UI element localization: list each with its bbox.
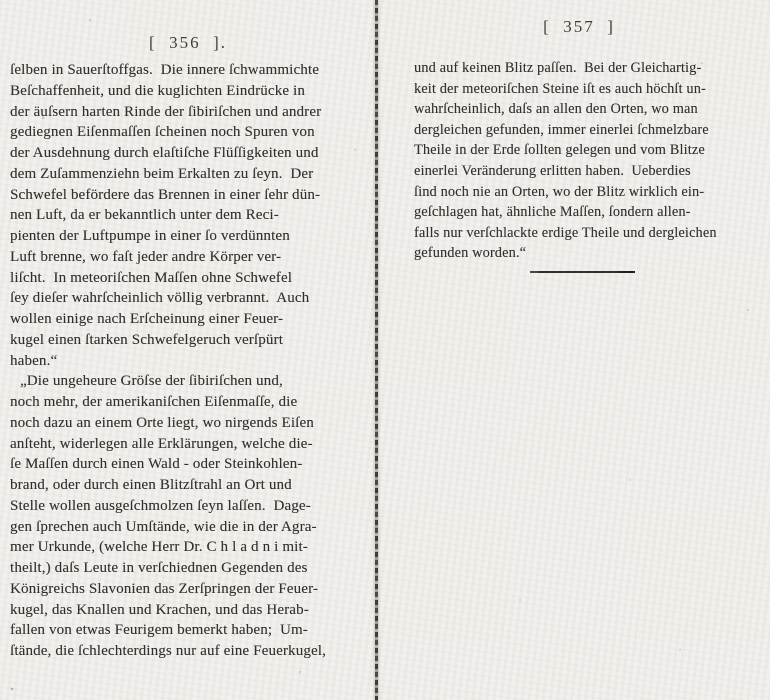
text-line: falls nur verſchlackte erdige Theile und dergleichen [414, 224, 717, 241]
text-line: anſteht, widerlegen alle Erklärungen, welche die- [10, 435, 313, 452]
text-line: noch dazu an einem Orte liegt, wo nirgends Eiſen [10, 414, 314, 431]
text-line: noch mehr, der amerikaniſchen Eiſenmaſſe, die [10, 394, 298, 410]
text-line: dergleichen gefunden, immer einerlei ſchmelzbare [414, 121, 709, 138]
text-line: kugel einen ſtarken Schwefelgeruch verſpürt [10, 331, 284, 348]
text-line: haben.“ [10, 352, 58, 369]
text-line: wahrſcheinlich, daſs an allen den Orten, wo man [414, 101, 698, 118]
right-page-text [414, 58, 745, 264]
text-line: der Ausdehnung durch elaſtiſche Flüſſigkeiten und [10, 145, 319, 161]
left-page-text [10, 60, 367, 662]
text-line: Beſchaffenheit, und die kuglichten Eindrücke in [10, 82, 306, 99]
text-line: pienten der Luftpumpe in einer ſo verdünnten [10, 228, 290, 244]
page-number-left: [ 356 ]. [148, 33, 228, 52]
text-line: Schwefel befördere das Brennen in einer ſehr dün- [10, 186, 321, 203]
text-line: „Die ungeheure Gröſse der ſibiriſchen und, [20, 373, 283, 390]
text-line: ſelben in Sauerſtoffgas. Die innere ſchwammichte [10, 62, 320, 78]
text-line: liſcht. In meteoriſchen Maſſen ohne Schwefel [10, 269, 293, 286]
text-line: wollen einige nach Erſcheinung einer Feuer- [10, 311, 284, 327]
text-line: Stelle wollen ausgeſchmolzen ſeyn laſſen. Dage- [10, 497, 311, 514]
text-line: ſtände, die ſchlechterdings nur auf eine Feuerkugel, [10, 643, 327, 659]
text-line: der äuſsern harten Rinde der ſibiriſchen und andrer [10, 103, 322, 120]
text-line: Luft brenne, wo faſt jeder andre Körper ver- [10, 248, 282, 265]
text-line: ſe Maſſen durch einen Wald - oder Steinkohlen- [10, 456, 303, 473]
text-line: gediegnen Eiſenmaſſen ſcheinen noch Spuren von [10, 124, 315, 141]
text-line: Theile in der Erde ſollten gelegen und vom Blitze [414, 142, 705, 159]
text-line: ſey dieſer wahrſcheinlich völlig verbrannt. Auch [10, 290, 310, 307]
text-line: ſind noch nie an Orten, wo der Blitz wirklich ein- [414, 183, 705, 200]
text-line: einerlei Veränderung erlitten haben. Ueberdies [414, 162, 691, 179]
text-line: kugel, das Knallen und Krachen, und das Herab- [10, 601, 309, 618]
text-line: gen ſprechen auch Umſtände, wie die in der Agra- [10, 518, 317, 535]
text-line: und auf keinen Blitz paſſen. Bei der Gleichartig- [414, 60, 702, 76]
text-line: geſchlagen hat, ähnliche Maſſen, ſondern allen- [414, 204, 691, 221]
text-line: nen Luft, da er bekanntlich unter dem Reci- [10, 207, 279, 224]
text-line: mer Urkunde, (welche Herr Dr. C h l a d n i mit- [10, 539, 308, 556]
text-line: keit der meteoriſchen Steine iſt es auch höchſt un- [414, 80, 706, 97]
text-line: Königreichs Slavonien das Zerſpringen der Feuer- [10, 580, 319, 597]
page-gutter-shadow [375, 0, 378, 700]
text-line: brand, oder durch einen Blitzſtrahl an Ort und [10, 477, 292, 493]
page-number-right: [ 357 ] [543, 17, 615, 36]
text-line: gefunden worden.“ [414, 245, 527, 262]
text-line: theilt,) daſs Leute in verſchiednen Gegenden des [10, 560, 308, 576]
section-end-rule [530, 271, 635, 273]
text-line: fallen von etwas Feurigem bemerkt haben; Um- [10, 622, 308, 639]
text-line: dem Zuſammenziehn beim Erkalten zu ſeyn. Der [10, 165, 314, 182]
